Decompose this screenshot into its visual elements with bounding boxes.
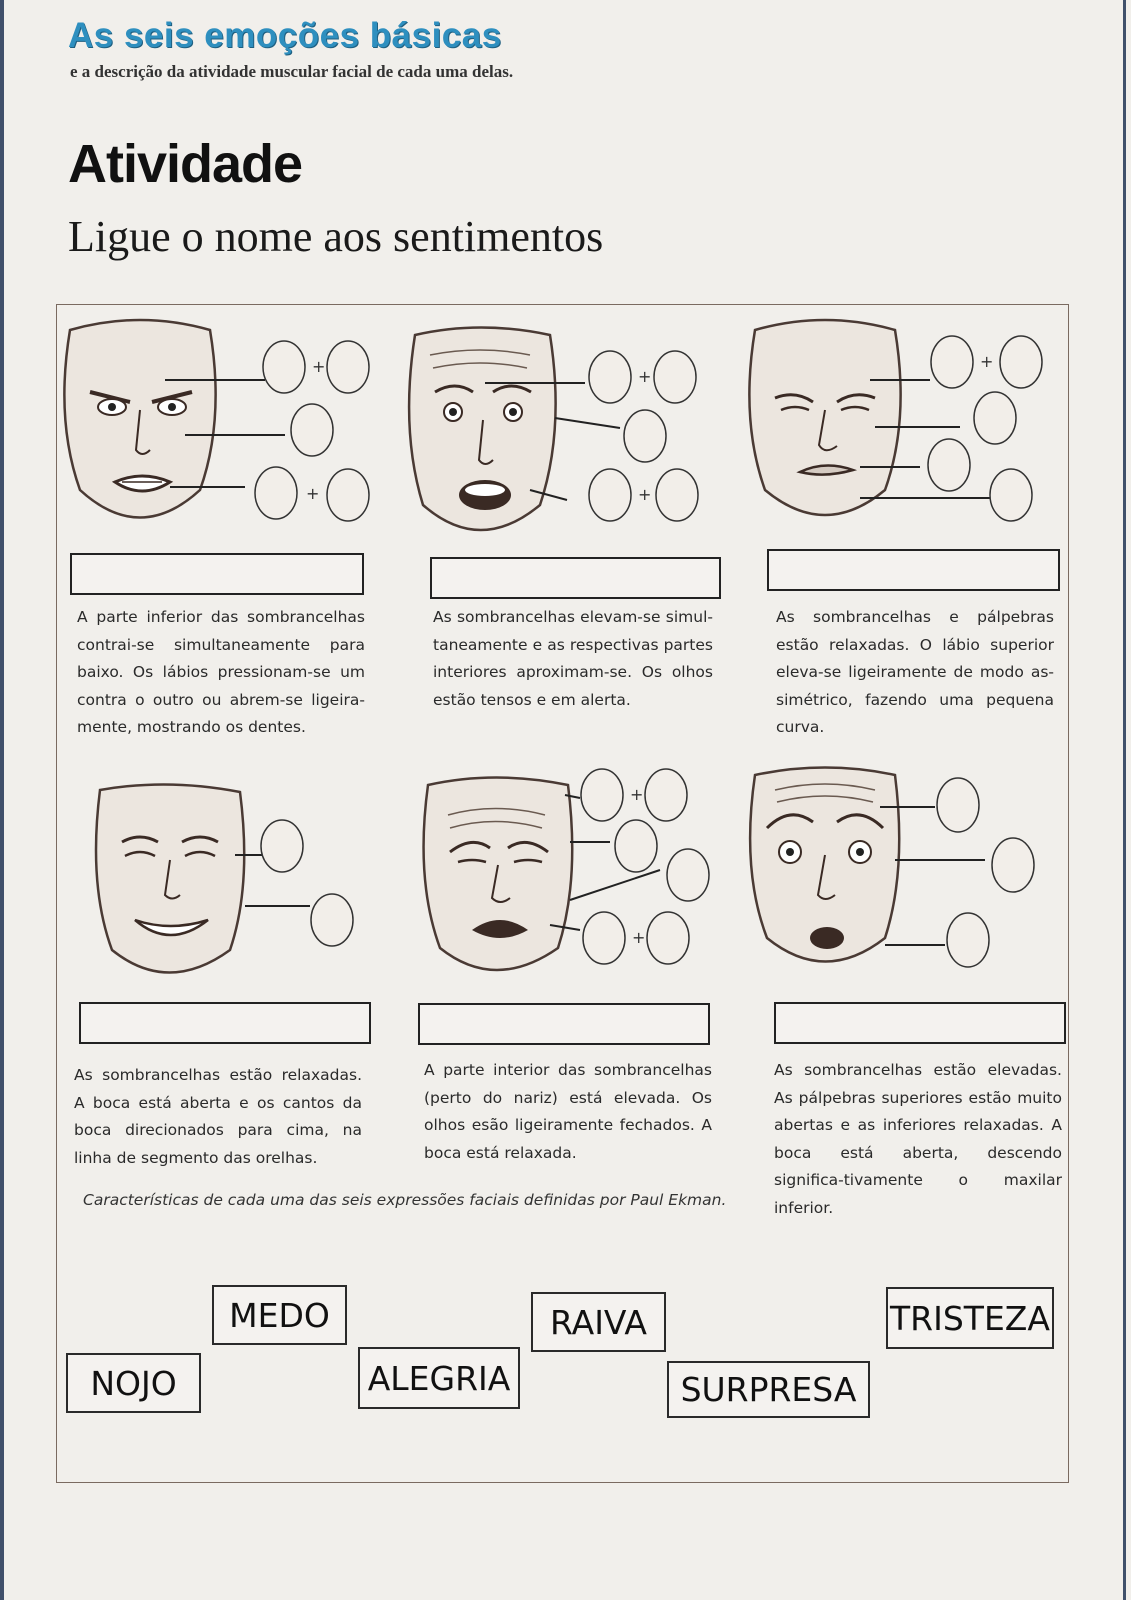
activity-instruction: Ligue o nome aos sentimentos [68, 212, 604, 261]
page-edge-left [0, 0, 4, 1600]
activity-heading: Atividade [68, 134, 303, 194]
description-joy: As sombrancelhas estão relaxadas. A boca está aberta e os cantos da boca direcionados para cima, na linha de segmento das orelhas. [74, 1066, 362, 1167]
word-alegria[interactable]: ALEGRIA [358, 1347, 520, 1409]
word-tristeza[interactable]: TRISTEZA [886, 1287, 1054, 1349]
disgust-face-illustration [745, 310, 1075, 540]
surprise-face-illustration [745, 760, 1055, 985]
svg-text:+: + [630, 785, 644, 804]
description-anger: A parte inferior das sombrancelhas contrai-se simultaneamente para baixo. Os lábios pressionam-se um contra o outro ou abrem-se ligeira-mente, mostrando os dentes. [77, 608, 365, 736]
description-fear: As sombrancelhas elevam-se simul-taneamente e as respectivas partes interiores aproximam-se. Os olhos estão tensos e em alerta. [433, 608, 713, 709]
description-surprise: As sombrancelhas estão elevadas. As pálpebras superiores estão muito abertas e as inferiores relaxadas. A boca está aberta, descendo significa-tivamente o maxilar inferior. [774, 1061, 1062, 1217]
svg-text:+: + [306, 484, 320, 503]
answer-box-joy[interactable] [79, 1002, 371, 1044]
word-nojo[interactable]: NOJO [66, 1353, 201, 1413]
svg-text:+: + [632, 928, 646, 947]
svg-text:+: + [980, 352, 994, 371]
word-raiva[interactable]: RAIVA [531, 1292, 666, 1352]
answer-box-anger[interactable] [70, 553, 364, 595]
word-medo[interactable]: MEDO [212, 1285, 347, 1345]
anger-face-illustration [60, 310, 390, 540]
page-subtitle: e a descrição da atividade muscular facial de cada uma delas. [70, 62, 514, 81]
fear-face-illustration [405, 320, 725, 550]
joy-face-illustration [90, 780, 380, 995]
page-edge-right [1123, 0, 1126, 1600]
answer-box-fear[interactable] [430, 557, 721, 599]
caption: Características de cada uma das seis expressões faciais definidas por Paul Ekman. [83, 1191, 727, 1209]
description-disgust: As sombrancelhas e pálpebras estão relaxadas. O lábio superior eleva-se ligeiramente de modo as-simétrico, fazendo uma pequena curva. [776, 608, 1054, 736]
answer-box-disgust[interactable] [767, 549, 1060, 591]
page-title: As seis emoções básicas [68, 16, 502, 55]
answer-box-surprise[interactable] [774, 1002, 1066, 1044]
answer-box-sadness[interactable] [418, 1003, 710, 1045]
svg-text:+: + [312, 357, 326, 376]
word-surpresa[interactable]: SURPRESA [667, 1361, 870, 1418]
sadness-face-illustration [420, 770, 730, 985]
svg-text:+: + [638, 367, 652, 386]
description-sadness: A parte interior das sombrancelhas (perto do nariz) está elevada. Os olhos esão ligeiramente fechados. A boca está relaxada. [424, 1061, 712, 1162]
svg-text:+: + [638, 485, 652, 504]
